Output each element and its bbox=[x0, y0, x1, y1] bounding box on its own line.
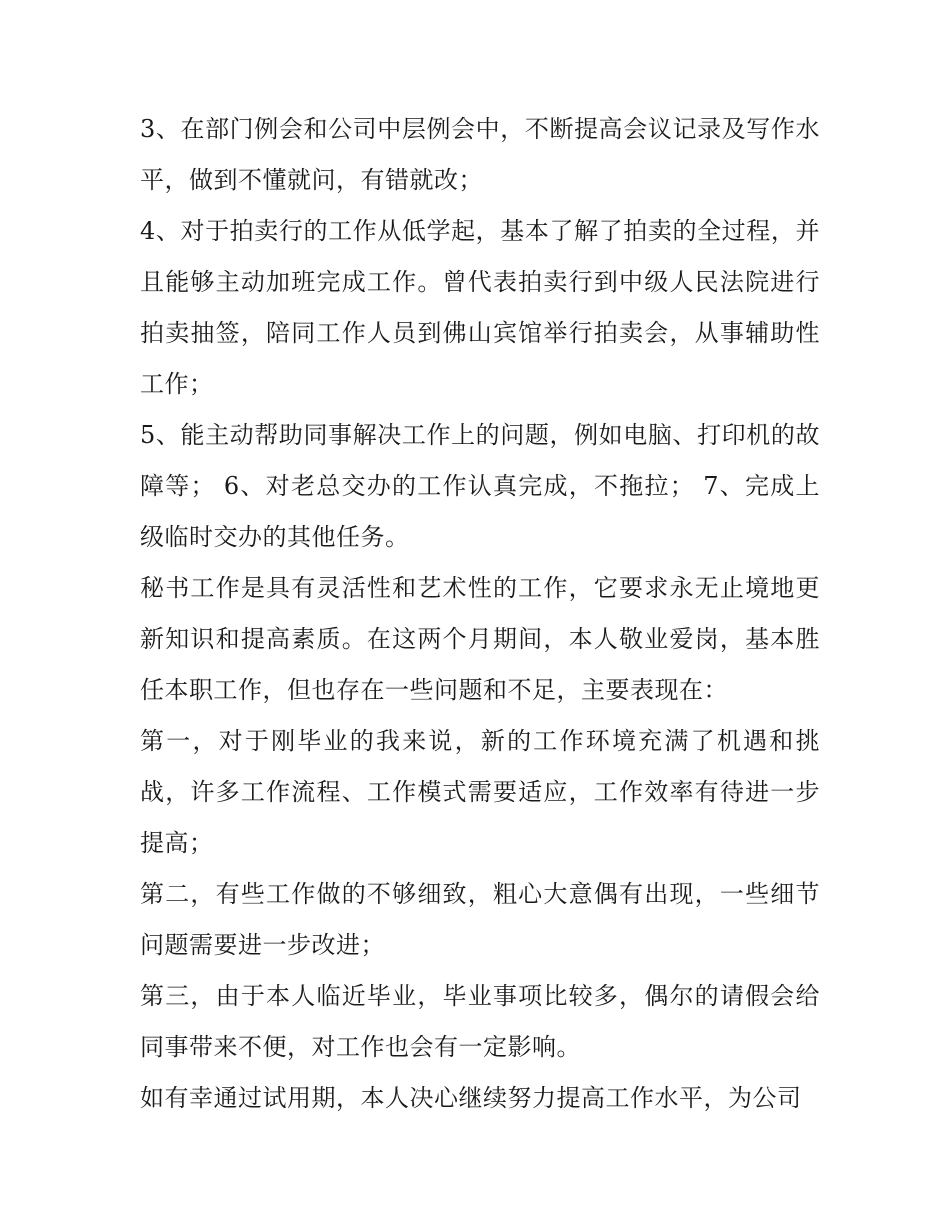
paragraph-issue-third: 第三，由于本人临近毕业，毕业事项比较多，偶尔的请假会给同事带来不便，对工作也会有一定影响。 bbox=[140, 982, 820, 1061]
document-body bbox=[140, 104, 820, 1124]
paragraph-issue-first: 第一，对于刚毕业的我来说，新的工作环境充满了机遇和挑战，许多工作流程、工作模式需要适应，工作效率有待进一步提高； bbox=[140, 727, 820, 857]
paragraph-summary: 秘书工作是具有灵活性和艺术性的工作，它要求永无止境地更新知识和提高素质。在这两个月期间，本人敬业爱岗，基本胜任本职工作，但也存在一些问题和不足，主要表现在： bbox=[140, 574, 820, 704]
paragraph-conclusion: 如有幸通过试用期，本人决心继续努力提高工作水平，为公司 bbox=[140, 1084, 802, 1112]
paragraph-items-5-7: 5、能主动帮助同事解决工作上的问题，例如电脑、打印机的故障等； 6、对老总交办的工作认真完成，不拖拉； 7、完成上级临时交办的其他任务。 bbox=[140, 421, 820, 551]
paragraph-item-4: 4、对于拍卖行的工作从低学起，基本了解了拍卖的全过程，并且能够主动加班完成工作。曾代表拍卖行到中级人民法院进行拍卖抽签，陪同工作人员到佛山宾馆举行拍卖会，从事辅助性工作； bbox=[140, 217, 820, 398]
paragraph-item-3: 3、在部门例会和公司中层例会中，不断提高会议记录及写作水平，做到不懂就问，有错就改； bbox=[140, 115, 820, 194]
paragraph-issue-second: 第二，有些工作做的不够细致，粗心大意偶有出现，一些细节问题需要进一步改进； bbox=[140, 880, 820, 959]
